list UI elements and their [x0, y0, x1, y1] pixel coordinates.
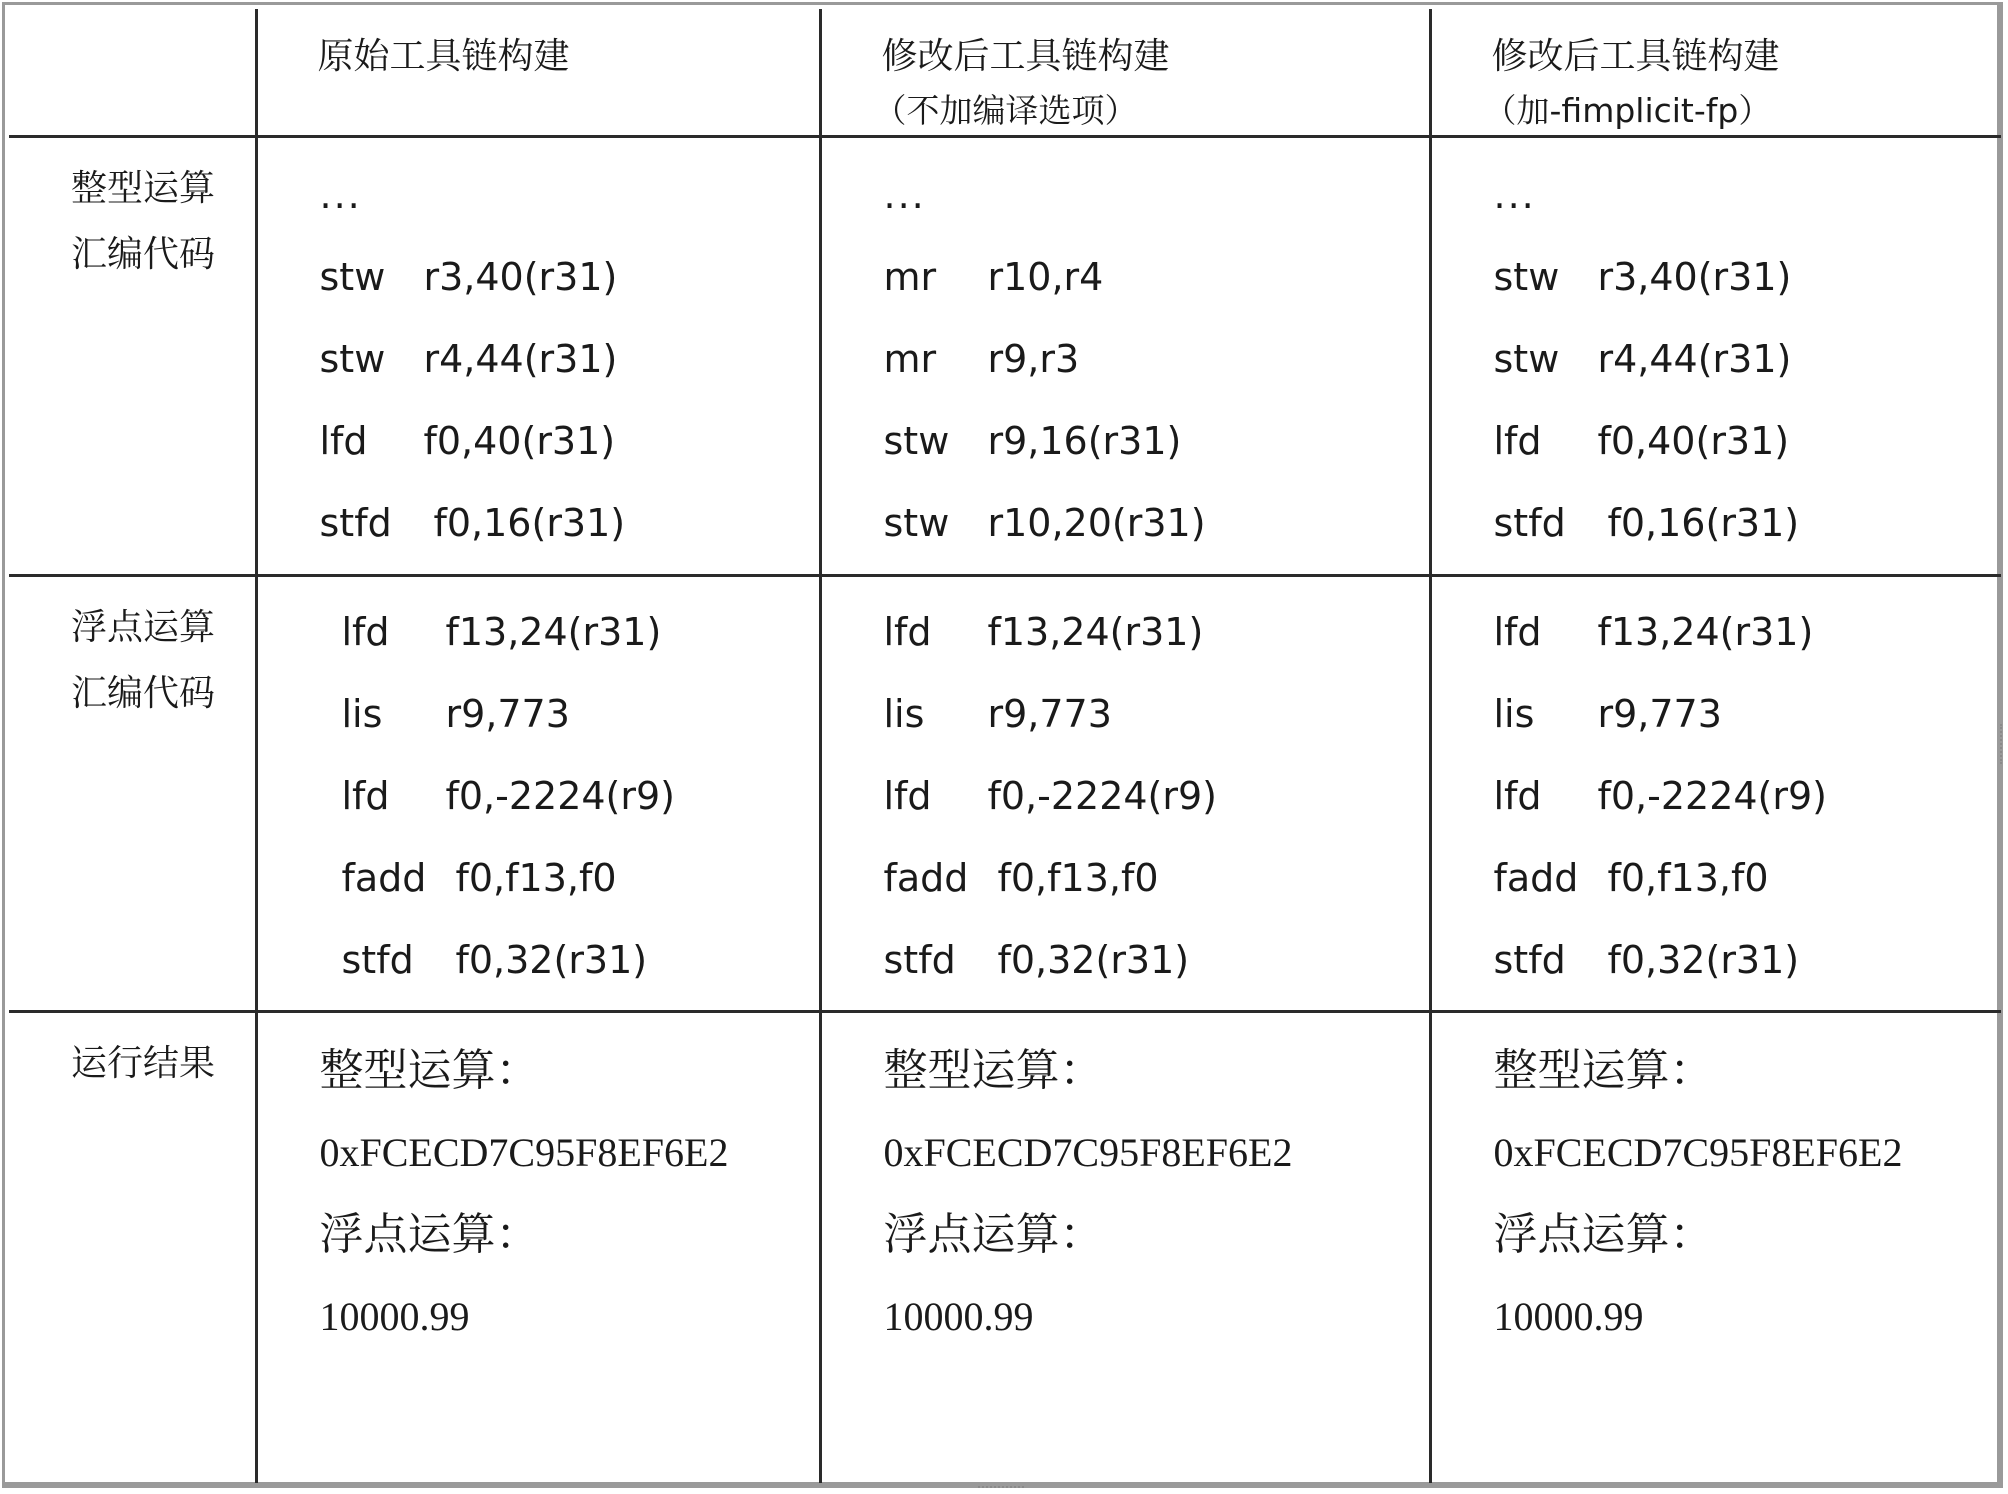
row-label-asm: 汇编代码 [71, 673, 216, 714]
asm-operands: f0,40(r31) [423, 419, 616, 463]
row-label-integer: 整型运算 [71, 168, 216, 209]
code-block [822, 138, 1429, 564]
asm-line [320, 482, 819, 564]
asm-line [884, 482, 1429, 564]
asm-operands: r3,40(r31) [423, 255, 618, 299]
asm-line [320, 154, 819, 236]
asm-line [884, 919, 1429, 1001]
asm-opcode: stw [1493, 337, 1560, 381]
integer-asm-cell-implicit-fp [1430, 137, 2001, 576]
asm-operands: f13,24(r31) [1597, 610, 1814, 654]
result-cell-original [256, 1012, 820, 1484]
float-asm-cell-original [256, 576, 820, 1012]
header-cell-modified-implicit-fp [1430, 9, 2001, 137]
header-implicit-fp-note: （加-fimplicit-fp） [1483, 91, 1772, 130]
int-result-value: 0xFCECD7C95F8EF6E2 [1493, 1130, 1903, 1175]
integer-asm-row [9, 137, 2001, 576]
asm-line [884, 755, 1429, 837]
asm-line [1494, 919, 2002, 1001]
asm-operands: f0,32(r31) [997, 938, 1190, 982]
asm-opcode: stw [319, 337, 386, 381]
result-cell-implicit-fp [1430, 1012, 2001, 1484]
code-block [258, 138, 819, 564]
result-row [9, 1012, 2001, 1484]
row-label-asm: 汇编代码 [71, 234, 216, 275]
asm-operands: f0,16(r31) [433, 501, 626, 545]
resize-handle-bottom[interactable] [978, 1486, 1024, 1494]
header-cell-modified-no-option [820, 9, 1430, 137]
result-cell-modified [820, 1012, 1430, 1484]
row-label-float: 浮点运算 [71, 607, 216, 648]
int-result-value: 0xFCECD7C95F8EF6E2 [883, 1130, 1293, 1175]
asm-operands: r4,44(r31) [423, 337, 618, 381]
asm-line [884, 154, 1429, 236]
asm-opcode: stw [319, 255, 386, 299]
float-asm-row [9, 576, 2001, 1012]
asm-opcode: stw [883, 501, 950, 545]
asm-line [884, 400, 1429, 482]
header-cell-original [256, 9, 820, 137]
asm-opcode: fadd [883, 856, 969, 900]
result-label-cell [9, 1012, 256, 1484]
fp-result-heading: 浮点运算： [883, 1209, 1104, 1260]
fp-result-value: 10000.99 [1493, 1294, 1644, 1339]
fp-result-value: 10000.99 [319, 1294, 470, 1339]
asm-operands: r9,773 [987, 692, 1112, 736]
asm-line [342, 591, 819, 673]
asm-operands: f13,24(r31) [445, 610, 662, 654]
asm-opcode: stw [883, 419, 950, 463]
asm-line [320, 400, 819, 482]
integer-asm-cell-original [256, 137, 820, 576]
asm-line [1494, 837, 2002, 919]
asm-line [1494, 482, 2002, 564]
asm-operands: f0,f13,f0 [1607, 856, 1769, 900]
asm-line [1494, 400, 2002, 482]
asm-opcode: fadd [1493, 856, 1579, 900]
asm-line [884, 318, 1429, 400]
float-asm-cell-implicit-fp [1430, 576, 2001, 1012]
asm-opcode: stfd [1493, 938, 1566, 982]
asm-line [884, 236, 1429, 318]
asm-line [1494, 755, 2002, 837]
asm-operands: f0,40(r31) [1597, 419, 1790, 463]
asm-operands: r10,r4 [987, 255, 1104, 299]
header-modified-toolchain: 修改后工具链构建 [1491, 36, 1780, 77]
asm-operands: f0,-2224(r9) [445, 774, 676, 818]
asm-operands: r4,44(r31) [1597, 337, 1792, 381]
header-no-option-note: （不加编译选项） [873, 91, 1138, 130]
header-row [9, 9, 2001, 137]
asm-opcode: lis [341, 692, 383, 736]
asm-line [342, 919, 819, 1001]
code-block [1432, 138, 2002, 564]
asm-line [342, 837, 819, 919]
code-block [822, 577, 1429, 1001]
asm-opcode: lis [1493, 692, 1535, 736]
asm-line [342, 755, 819, 837]
asm-opcode: lis [883, 692, 925, 736]
header-original-toolchain: 原始工具链构建 [317, 36, 570, 77]
asm-operands: f0,16(r31) [1607, 501, 1800, 545]
int-result-value: 0xFCECD7C95F8EF6E2 [319, 1130, 729, 1175]
asm-opcode: lfd [341, 774, 390, 818]
asm-operands: f13,24(r31) [987, 610, 1204, 654]
asm-opcode: stfd [1493, 501, 1566, 545]
asm-opcode: lfd [1493, 610, 1542, 654]
document-frame [2, 2, 2003, 1488]
asm-operands: r9,r3 [987, 337, 1080, 381]
asm-opcode: lfd [1493, 774, 1542, 818]
int-result-heading: 整型运算： [1493, 1045, 1714, 1096]
row-label-result: 运行结果 [71, 1043, 216, 1084]
asm-line [1494, 154, 2002, 236]
asm-opcode: stw [1493, 255, 1560, 299]
asm-opcode: stfd [341, 938, 414, 982]
fp-result-heading: 浮点运算： [1493, 1209, 1714, 1260]
asm-operands: f0,f13,f0 [997, 856, 1159, 900]
asm-line [884, 591, 1429, 673]
asm-opcode: ... [319, 173, 362, 217]
asm-operands: r10,20(r31) [987, 501, 1206, 545]
asm-line [1494, 591, 2002, 673]
asm-opcode: ... [883, 173, 926, 217]
asm-opcode: stfd [319, 501, 392, 545]
integer-asm-cell-modified [820, 137, 1430, 576]
asm-operands: f0,f13,f0 [455, 856, 617, 900]
asm-line [320, 318, 819, 400]
resize-handle-right[interactable] [2000, 724, 2008, 764]
asm-opcode: lfd [883, 774, 932, 818]
code-block [258, 577, 819, 1001]
asm-opcode: ... [1493, 173, 1536, 217]
fp-result-heading: 浮点运算： [319, 1209, 540, 1260]
code-block [1432, 577, 2002, 1001]
float-asm-label-cell [9, 576, 256, 1012]
asm-line [1494, 236, 2002, 318]
asm-opcode: lfd [1493, 419, 1542, 463]
asm-opcode: mr [883, 337, 937, 381]
asm-opcode: stfd [883, 938, 956, 982]
int-result-heading: 整型运算： [883, 1045, 1104, 1096]
header-corner-cell [9, 9, 256, 137]
asm-operands: f0,-2224(r9) [1597, 774, 1828, 818]
asm-line [342, 673, 819, 755]
asm-opcode: lfd [319, 419, 368, 463]
asm-operands: f0,32(r31) [1607, 938, 1800, 982]
int-result-heading: 整型运算： [319, 1045, 540, 1096]
asm-opcode: fadd [341, 856, 427, 900]
asm-opcode: lfd [341, 610, 390, 654]
asm-line [884, 673, 1429, 755]
comparison-table [9, 9, 2001, 1483]
asm-line [320, 236, 819, 318]
asm-line [884, 837, 1429, 919]
asm-operands: r9,16(r31) [987, 419, 1182, 463]
asm-operands: r9,773 [1597, 692, 1722, 736]
asm-opcode: mr [883, 255, 937, 299]
asm-operands: r3,40(r31) [1597, 255, 1792, 299]
header-modified-toolchain: 修改后工具链构建 [881, 36, 1170, 77]
asm-operands: f0,32(r31) [455, 938, 648, 982]
fp-result-value: 10000.99 [883, 1294, 1034, 1339]
asm-operands: f0,-2224(r9) [987, 774, 1218, 818]
integer-asm-label-cell [9, 137, 256, 576]
asm-line [1494, 318, 2002, 400]
asm-line [1494, 673, 2002, 755]
float-asm-cell-modified [820, 576, 1430, 1012]
asm-operands: r9,773 [445, 692, 570, 736]
asm-opcode: lfd [883, 610, 932, 654]
